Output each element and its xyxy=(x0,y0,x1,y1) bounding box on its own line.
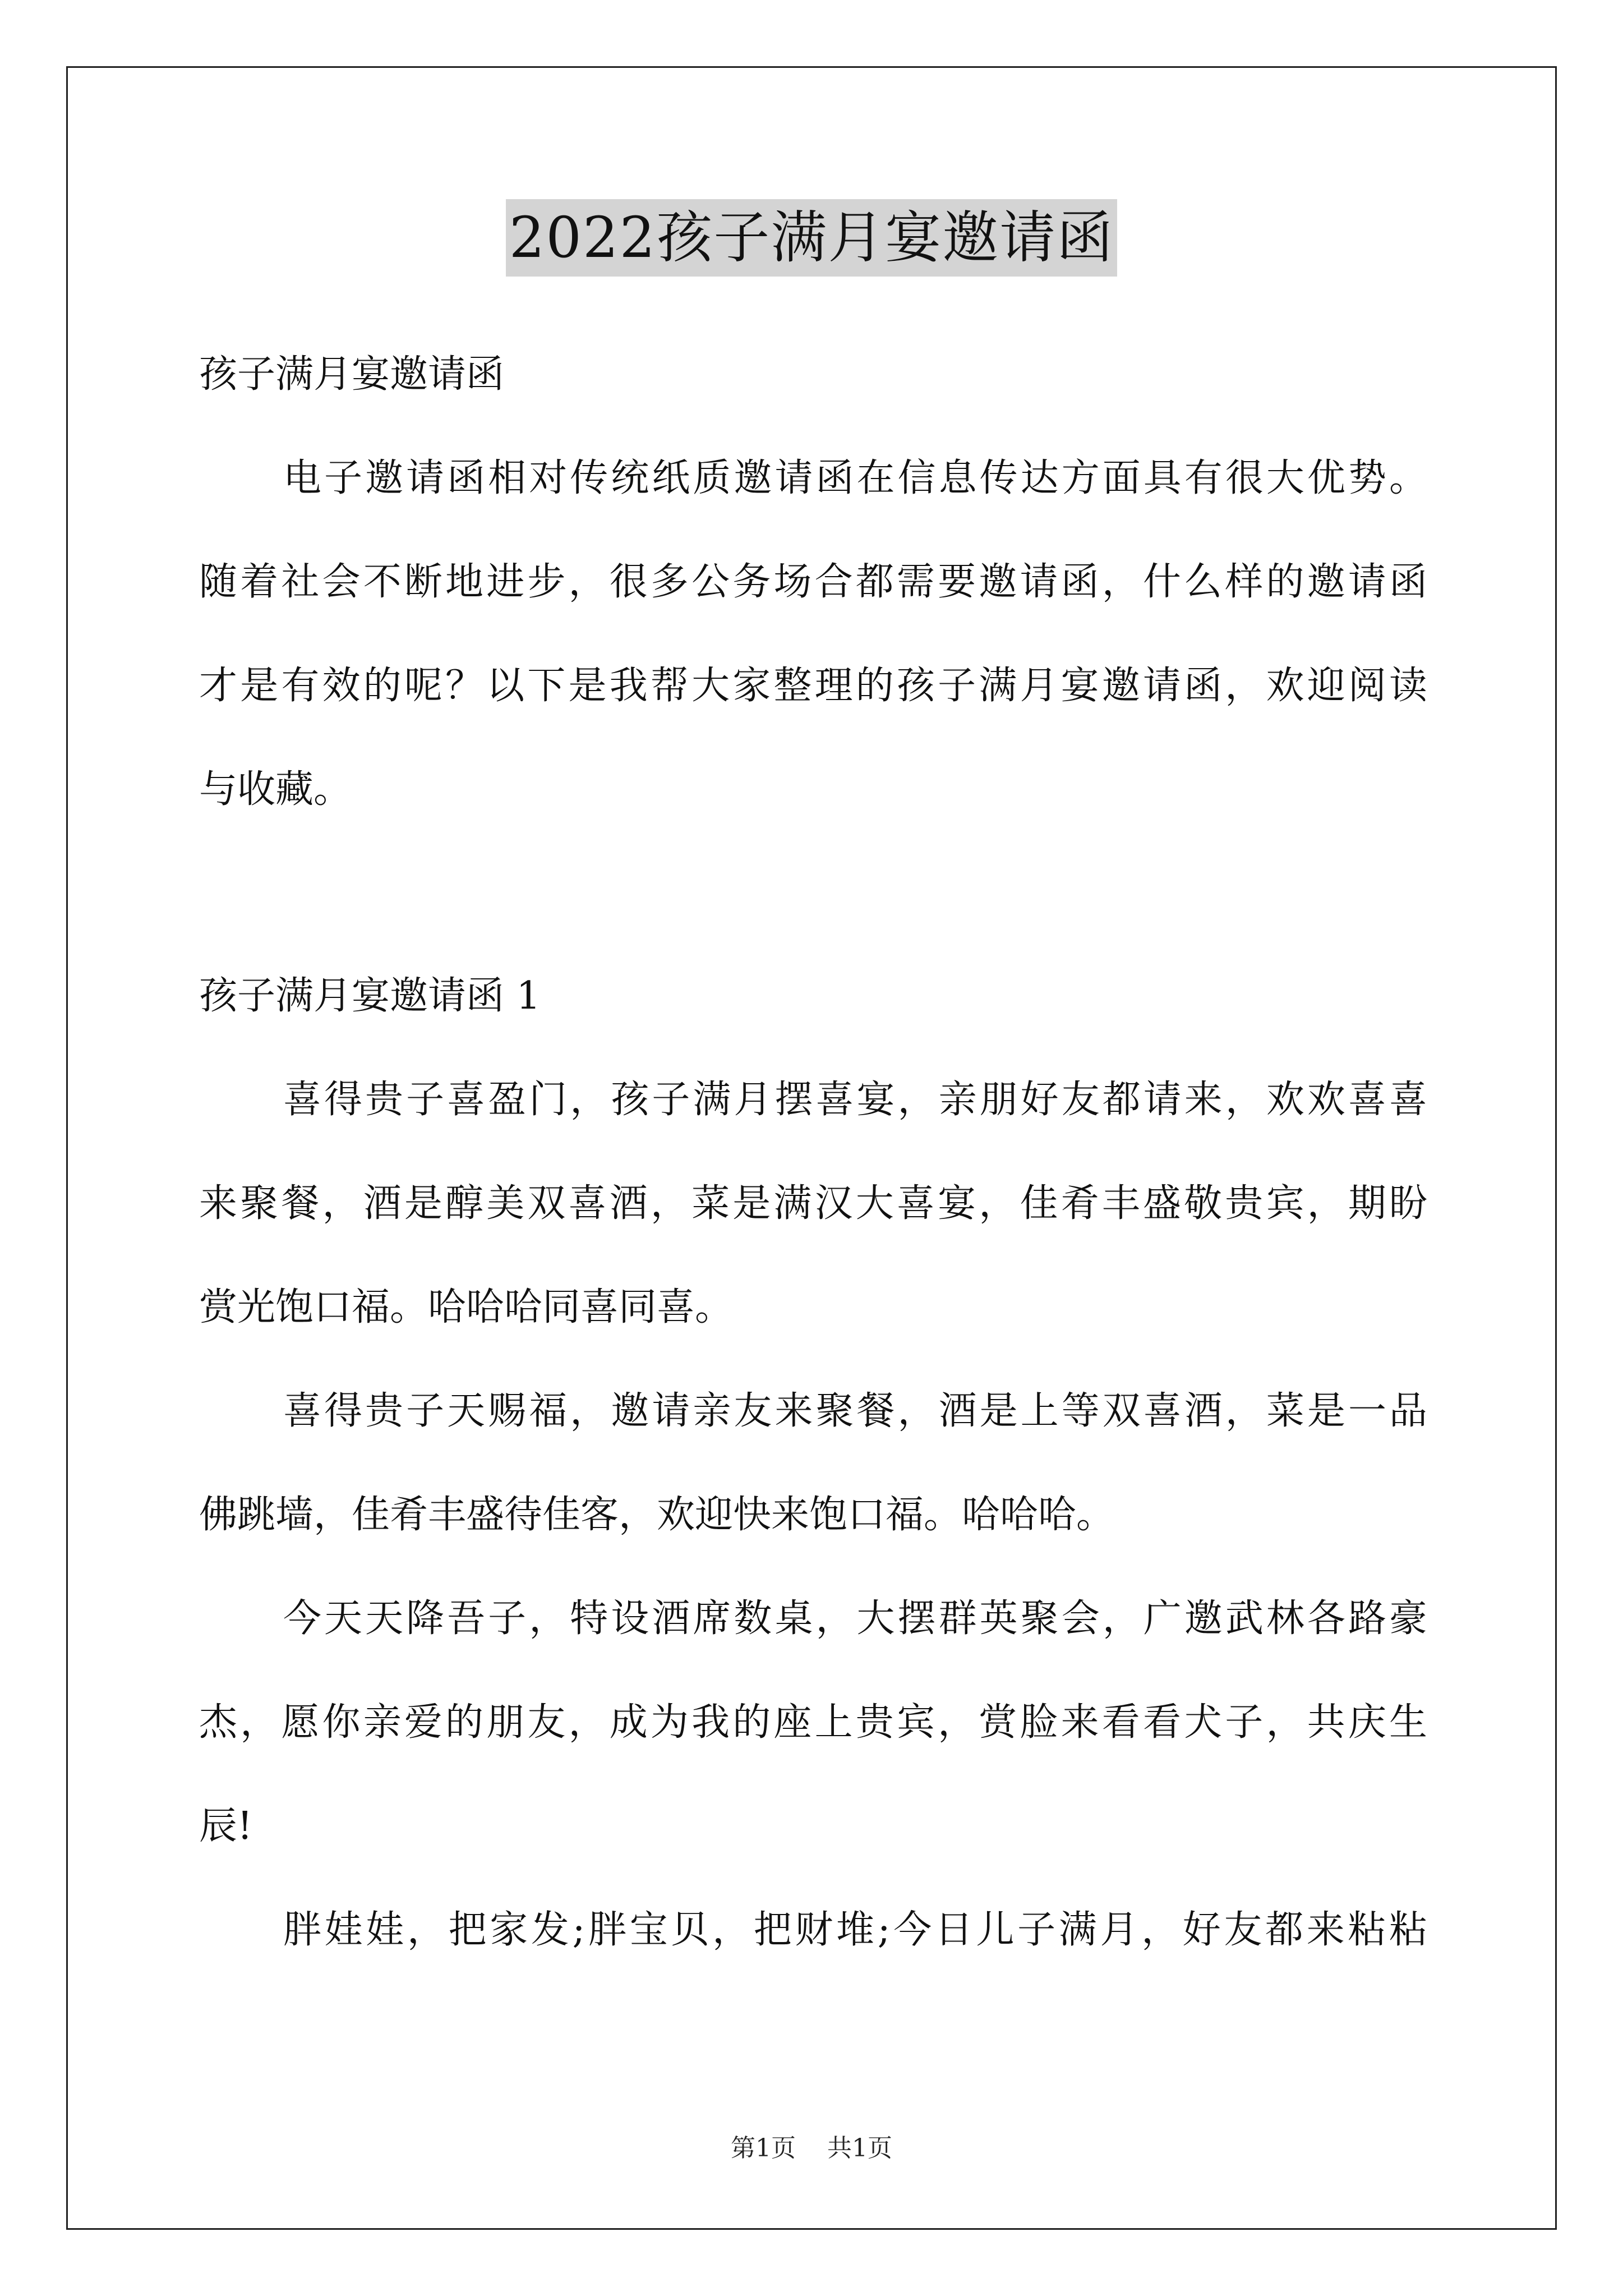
para4-line-1: 胖娃娃，把家发;胖宝贝，把财堆;今日儿子满月，好友都来粘粘 xyxy=(283,1908,1427,1952)
para1-line-1: 喜得贵子喜盈门，孩子满月摆喜宴，亲朋好友都请来，欢欢喜喜 xyxy=(283,1078,1427,1122)
heading: 孩子满月宴邀请函 xyxy=(199,352,505,397)
para1-line-2: 来聚餐，酒是醇美双喜酒，菜是满汉大喜宴，佳肴丰盛敬贵宾，期盼 xyxy=(199,1181,1427,1226)
intro-line-4: 与收藏。 xyxy=(199,767,352,812)
para3-line-3: 辰! xyxy=(199,1804,253,1848)
page-number: 第1页 共1页 xyxy=(731,2134,892,2162)
para1-line-3: 赏光饱口福。哈哈哈同喜同喜。 xyxy=(199,1285,734,1329)
intro-line-1: 电子邀请函相对传统纸质邀请函在信息传达方面具有很大优势。 xyxy=(283,456,1427,500)
document-title: 2022孩子满月宴邀请函 xyxy=(506,199,1118,277)
page-footer xyxy=(0,2132,1623,2165)
section1-heading: 孩子满月宴邀请函 1 xyxy=(199,974,541,1018)
para2-line-2: 佛跳墙，佳肴丰盛待佳客，欢迎快来饱口福。哈哈哈。 xyxy=(199,1493,1115,1537)
para3-line-1: 今天天降吾子，特设酒席数桌，大摆群英聚会，广邀武林各路豪 xyxy=(283,1596,1427,1641)
intro-line-2: 随着社会不断地进步，很多公务场合都需要邀请函，什么样的邀请函 xyxy=(199,560,1427,604)
para2-line-1: 喜得贵子天赐福，邀请亲友来聚餐，酒是上等双喜酒，菜是一品 xyxy=(283,1389,1427,1433)
title-wrap xyxy=(0,199,1623,277)
intro-line-3: 才是有效的呢？以下是我帮大家整理的孩子满月宴邀请函，欢迎阅读 xyxy=(199,664,1427,708)
para3-line-2: 杰，愿你亲爱的朋友，成为我的座上贵宾，赏脸来看看犬子，共庆生 xyxy=(199,1700,1427,1745)
